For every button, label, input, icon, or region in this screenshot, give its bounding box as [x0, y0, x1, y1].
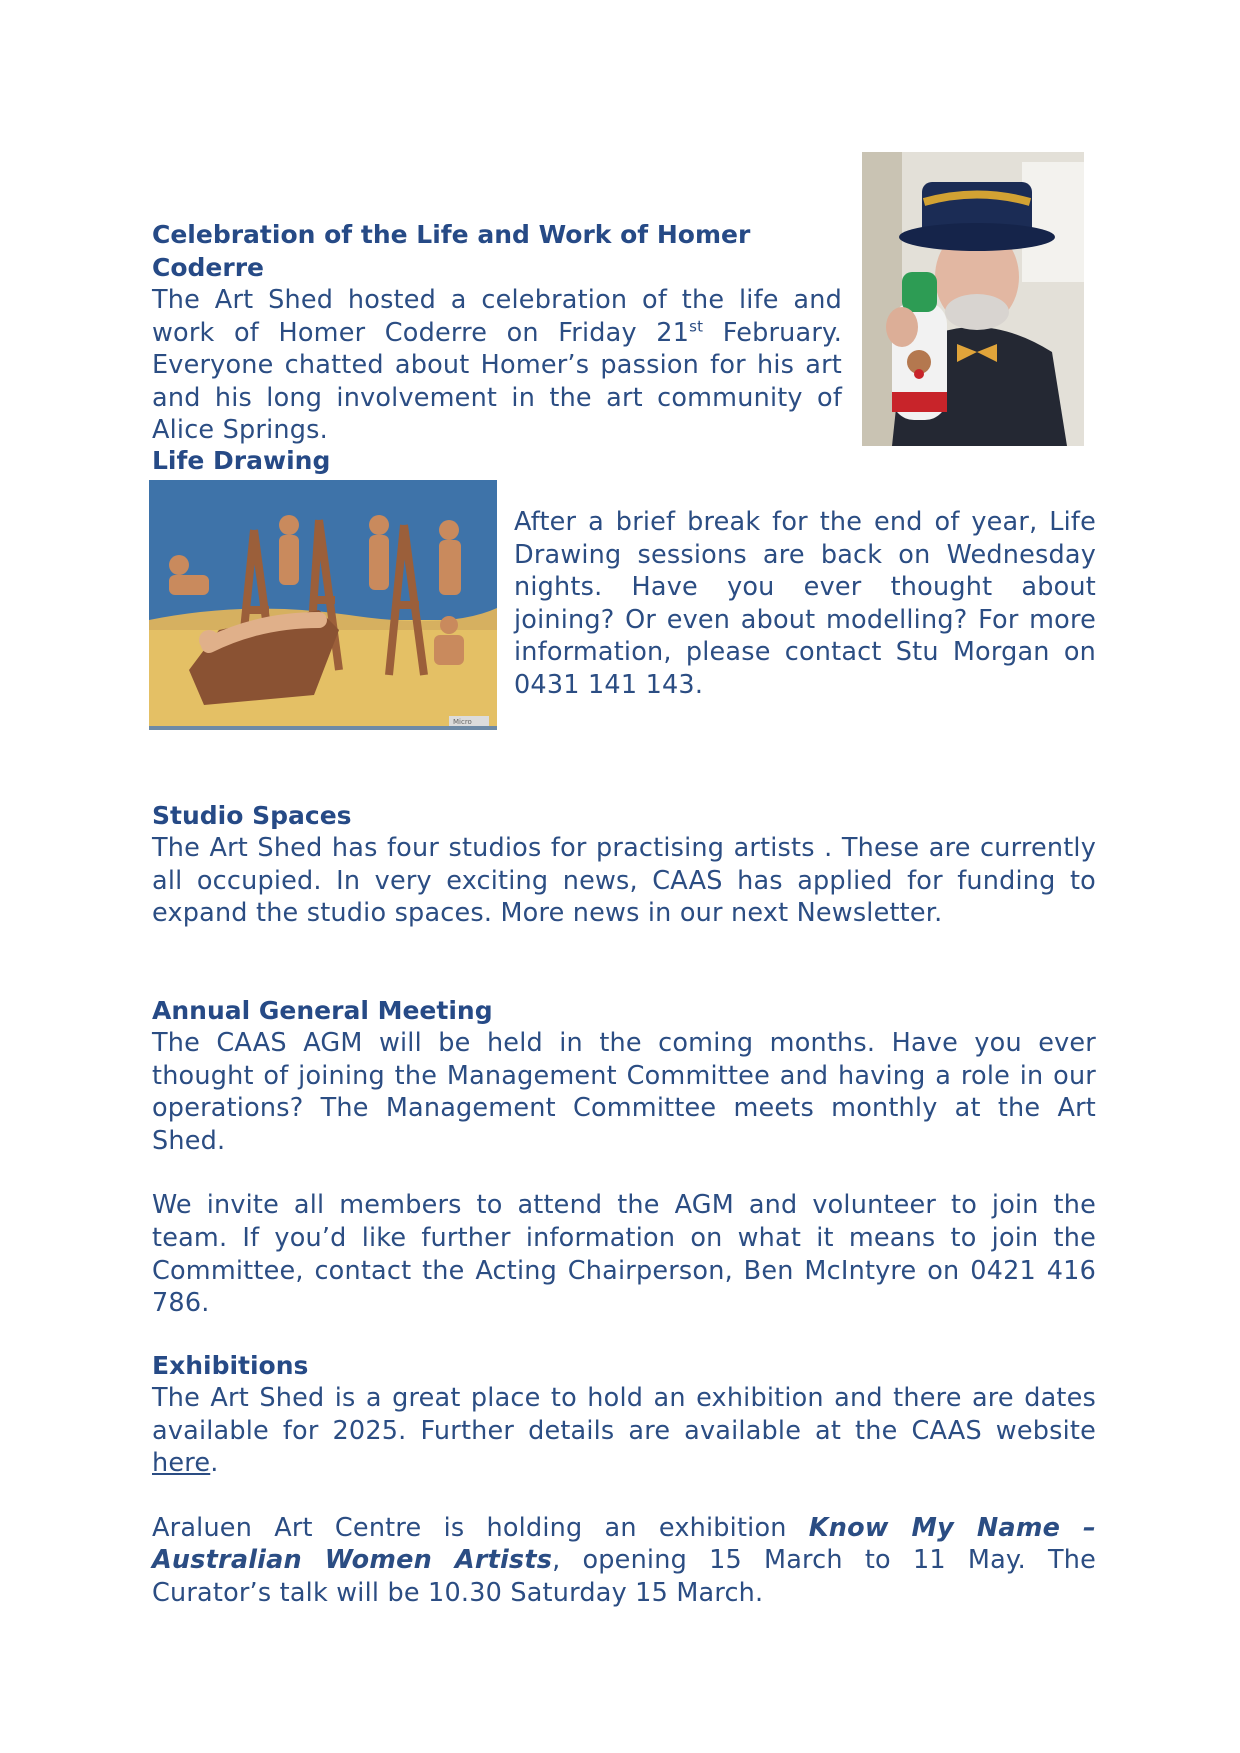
studio-section [152, 799, 1096, 930]
exhibitions-paragraph: The Art Shed is a great place to hold an exhibition and there are dates available for 2025. Further details are available at the CAAS website here. [152, 1383, 1096, 1479]
exhibitions-section [152, 1349, 1096, 1610]
exhibition-title: Know My Name – Australian Women Artists [152, 1512, 1096, 1576]
life-drawing-paragraph: After a brief break for the end of year, Life Drawing sessions are back on Wednesday nights. Have you ever thought about joining? Or even about modelling? For more information, please contact Stu Morgan on 0431 141 143. [514, 507, 1096, 700]
homer-section [152, 218, 842, 447]
painting-watermark: Micro [453, 718, 472, 726]
homer-heading: Celebration of the Life and Work of Homer Coderre [152, 220, 751, 282]
life-drawing-heading-block [152, 444, 1096, 477]
life-drawing-heading: Life Drawing [152, 446, 331, 475]
araluen-paragraph: Araluen Art Centre is holding an exhibition Know My Name – Australian Women Artists, opening 15 March to 11 May. The Curator’s talk will be 10.30 Saturday 15 March. [152, 1512, 1097, 1608]
life-drawing-painting [149, 480, 497, 730]
studio-heading: Studio Spaces [152, 801, 352, 830]
life-drawing-section [514, 506, 1096, 702]
homer-paragraph: The Art Shed hosted a celebration of the life and work of Homer Coderre on Friday 21st February. Everyone chatted about Homer’s passion for his art and his long involvement in the art community of Alice Springs. [152, 285, 843, 446]
agm-paragraph-1: The CAAS AGM will be held in the coming months. Have you ever thought of joining the Management Committee and having a role in our operations? The Management Committee meets monthly at the Art Shed. [152, 1028, 1096, 1156]
agm-paragraph-2: We invite all members to attend the AGM and volunteer to join the team. If you’d like further information on what it means to join the Committee, contact the Acting Chairperson, Ben McIntyre on 0421 416 786. [152, 1190, 1096, 1319]
caas-website-link[interactable]: here [152, 1448, 211, 1479]
studio-paragraph: The Art Shed has four studios for practising artists . These are currently all occupied. In very exciting news, CAAS has applied for funding to expand the studio spaces. More news in our next Newsletter. [152, 833, 1096, 929]
homer-photo [862, 152, 1084, 446]
agm-section [152, 994, 1096, 1320]
exhibitions-heading: Exhibitions [152, 1351, 309, 1380]
agm-heading: Annual General Meeting [152, 996, 493, 1025]
